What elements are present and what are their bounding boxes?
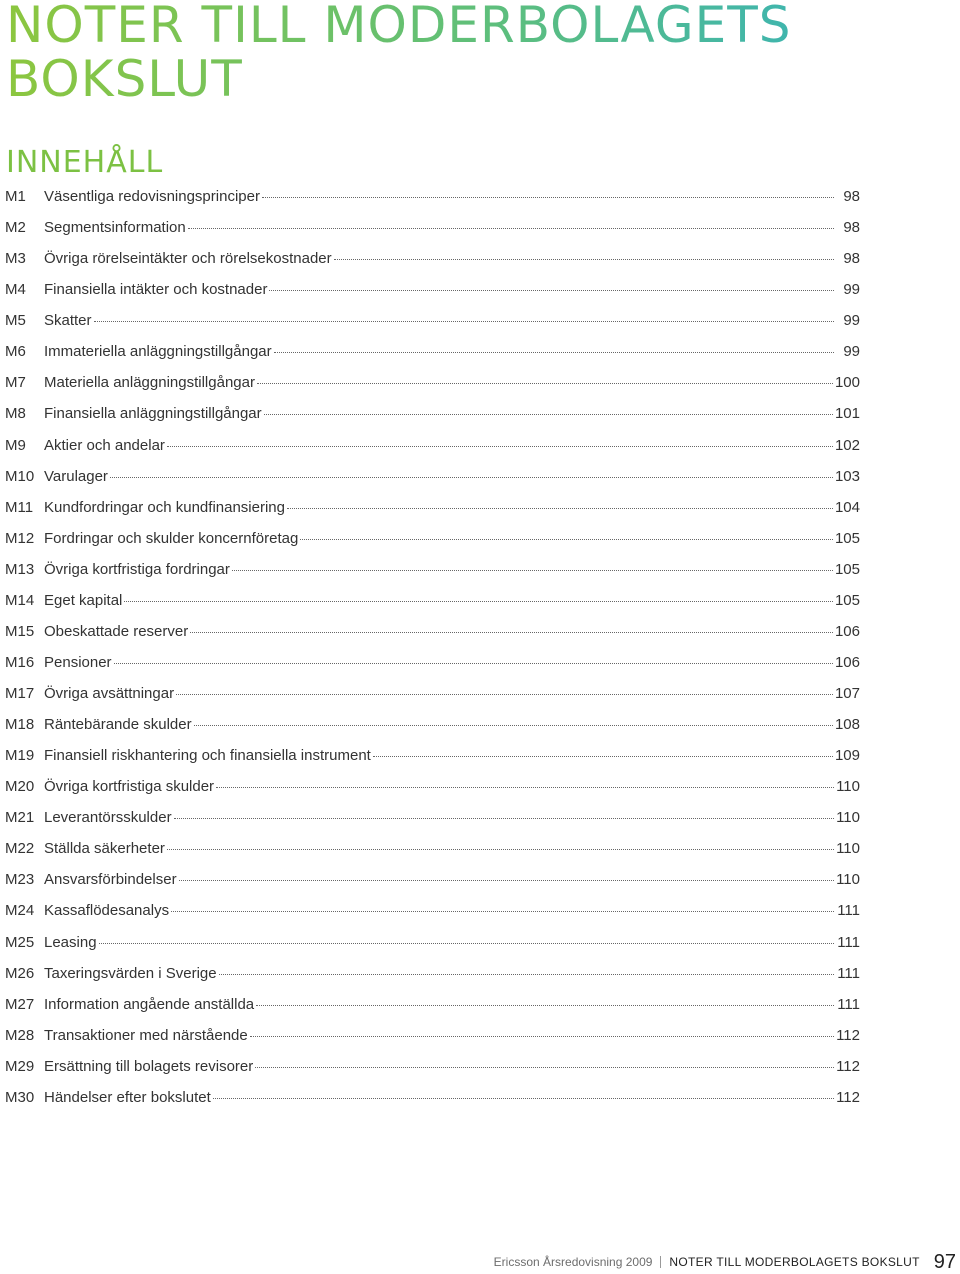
toc-entry-page: 110: [836, 871, 860, 889]
toc-entry-number: M7: [5, 374, 26, 392]
toc-entry-label: Övriga avsättningar: [44, 685, 175, 702]
toc-entry-label: Övriga kortfristiga fordringar: [44, 560, 230, 578]
toc-entry-label: Eget kapital: [44, 591, 123, 609]
toc-entry-number: M20: [5, 778, 35, 796]
toc-dot-leader: [171, 911, 834, 912]
toc-dot-leader: [255, 1067, 834, 1068]
toc-entry-number: M14: [5, 591, 35, 609]
toc-entry-page: 111: [837, 995, 860, 1013]
toc-entry-number: M28: [5, 1026, 35, 1044]
toc-entry-page: 112: [836, 1057, 860, 1075]
toc-entry[interactable]: [0, 1027, 860, 1058]
toc-entry-label: Varulager: [44, 467, 108, 485]
toc-entry-label: Taxeringsvärden i Sverige: [44, 964, 217, 982]
toc-entry[interactable]: [0, 219, 860, 250]
toc-entry-page: 98: [843, 219, 860, 237]
toc-dot-leader: [262, 197, 834, 198]
toc-entry-number: M27: [5, 995, 35, 1013]
toc-entry[interactable]: [0, 405, 860, 436]
toc-entry-page: 105: [834, 560, 860, 578]
toc-entry-number: M21: [5, 809, 35, 827]
section-heading: INNEHÅLL: [6, 145, 164, 180]
toc-entry-label: Materiella anläggningstillgångar: [44, 374, 255, 392]
toc-dot-leader: [257, 383, 833, 384]
toc-entry-page: 99: [843, 281, 860, 299]
toc-entry-number: M10: [5, 467, 35, 485]
page-title: NOTER TILL MODERBOLAGETS BOKSLUT: [6, 0, 956, 106]
toc-entry-number: M15: [5, 622, 35, 640]
toc-entry-label: Räntebärande skulder: [44, 716, 192, 734]
toc-entry-number: M26: [5, 964, 35, 982]
toc-entry[interactable]: [0, 716, 860, 747]
toc-entry-number: M9: [5, 436, 26, 454]
toc-entry[interactable]: [0, 623, 860, 654]
toc-entry-label: Aktier och andelar: [44, 436, 165, 454]
page-footer: [494, 1250, 956, 1274]
toc-entry-label: Finansiell riskhantering och finansiella instrument: [44, 747, 371, 765]
toc-entry-number: M11: [5, 498, 34, 516]
toc-entry-page: 106: [834, 653, 860, 671]
toc-entry-label: Övriga kortfristiga skulder: [44, 778, 215, 796]
toc-entry-page: 112: [836, 1088, 860, 1106]
toc-entry-page: 112: [836, 1026, 860, 1044]
toc-entry-page: 105: [834, 529, 860, 547]
toc-entry[interactable]: [0, 654, 860, 685]
toc-dot-leader: [174, 818, 834, 819]
toc-entry-number: M3: [5, 250, 26, 268]
toc-entry[interactable]: [0, 374, 860, 405]
toc-entry-page: 98: [843, 250, 860, 268]
toc-entry-label: Immateriella anläggningstillgångar: [44, 343, 272, 361]
toc-entry[interactable]: [0, 902, 860, 933]
toc-dot-leader: [179, 880, 834, 881]
toc-entry-number: M13: [5, 560, 35, 578]
toc-dot-leader: [373, 756, 833, 757]
toc-dot-leader: [124, 601, 833, 602]
toc-entry-number: M6: [5, 343, 26, 361]
toc-entry-label: Transaktioner med närstående: [44, 1026, 248, 1044]
toc-entry[interactable]: [0, 1058, 860, 1089]
toc-entry-number: M4: [5, 281, 26, 299]
toc-entry-page: 103: [834, 467, 860, 485]
toc-entry-number: M24: [5, 902, 35, 920]
toc-entry-label: Övriga rörelseintäkter och rörelsekostnader: [44, 250, 332, 268]
toc-entry-number: M16: [5, 653, 35, 671]
footer-section-title: NOTER TILL MODERBOLAGETS BOKSLUT: [669, 1255, 920, 1269]
toc-entry-label: Händelser efter bokslutet: [44, 1088, 211, 1106]
toc-entry[interactable]: [0, 468, 860, 499]
toc-entry-page: 110: [836, 778, 860, 796]
toc-entry[interactable]: [0, 281, 860, 312]
toc-entry-label: Kundfordringar och kundfinansiering: [44, 498, 285, 516]
toc-entry-page: 110: [836, 809, 860, 827]
toc-entry-label: Fordringar och skulder koncernföretag: [44, 529, 299, 547]
toc-dot-leader: [256, 1005, 834, 1006]
toc-dot-leader: [250, 1036, 834, 1037]
toc-entry-number: M29: [5, 1057, 35, 1075]
toc-entry-page: 108: [834, 716, 860, 734]
toc-entry-page: 100: [834, 374, 860, 392]
toc-entry-label: Väsentliga redovisningsprinciper: [44, 188, 260, 205]
toc-entry-label: Finansiella intäkter och kostnader: [44, 281, 268, 299]
toc-dot-leader: [216, 787, 834, 788]
toc-entry[interactable]: [0, 343, 860, 374]
toc-entry-number: M19: [5, 747, 35, 765]
toc-entry-page: 107: [834, 685, 860, 702]
toc-entry-number: M30: [5, 1088, 35, 1106]
toc-entry[interactable]: [0, 1089, 860, 1120]
toc-dot-leader: [287, 508, 833, 509]
toc-dot-leader: [300, 539, 833, 540]
footer-source: Ericsson Årsredovisning 2009: [493, 1255, 653, 1269]
toc-entry[interactable]: [0, 778, 860, 809]
toc-entry-label: Kassaflödesanalys: [44, 902, 170, 920]
toc-entry[interactable]: [0, 747, 860, 778]
toc-entry-page: 111: [837, 933, 860, 951]
toc-entry[interactable]: [0, 996, 860, 1027]
toc-entry-number: M5: [5, 312, 26, 330]
toc-entry-page: 109: [834, 747, 860, 765]
toc-entry-label: Pensioner: [44, 653, 112, 671]
toc-entry-page: 104: [834, 498, 860, 516]
toc-entry[interactable]: [0, 965, 860, 996]
toc-entry-label: Ansvarsförbindelser: [44, 871, 177, 889]
toc-dot-leader: [269, 290, 834, 291]
toc-dot-leader: [99, 943, 834, 944]
toc-entry-label: Leverantörsskulder: [44, 809, 172, 827]
toc-entry[interactable]: [0, 592, 860, 623]
toc-entry-page: 111: [837, 902, 860, 920]
toc-dot-leader: [114, 663, 833, 664]
toc-entry-number: M2: [5, 219, 26, 237]
toc-entry[interactable]: [0, 530, 860, 561]
toc-dot-leader: [232, 570, 833, 571]
toc-entry-page: 111: [837, 964, 860, 982]
toc-dot-leader: [213, 1098, 834, 1099]
toc-entry-page: 105: [834, 591, 860, 609]
toc-entry-label: Segmentsinformation: [44, 219, 186, 237]
toc-dot-leader: [94, 321, 834, 322]
toc-entry[interactable]: [0, 312, 860, 343]
toc-dot-leader: [264, 414, 833, 415]
toc-entry-label: Skatter: [44, 312, 92, 330]
toc-entry-number: M17: [5, 685, 35, 702]
toc-entry-number: M12: [5, 529, 35, 547]
toc-entry-label: Leasing: [44, 933, 97, 951]
toc-entry[interactable]: [0, 250, 860, 281]
toc-entry-page: 106: [834, 622, 860, 640]
toc-dot-leader: [110, 477, 833, 478]
toc-entry-page: 98: [843, 188, 860, 205]
toc-dot-leader: [194, 725, 833, 726]
toc-dot-leader: [219, 974, 834, 975]
toc-entry[interactable]: [0, 499, 860, 530]
toc-entry[interactable]: [0, 685, 860, 716]
toc-entry[interactable]: [0, 561, 860, 592]
toc-entry-page: 101: [834, 405, 860, 423]
toc-entry-number: M23: [5, 871, 35, 889]
toc-dot-leader: [274, 352, 834, 353]
toc-dot-leader: [190, 632, 833, 633]
toc-entry-number: M1: [5, 188, 26, 205]
toc-dot-leader: [334, 259, 834, 260]
toc-entry-page: 99: [843, 312, 860, 330]
toc-entry-number: M8: [5, 405, 26, 423]
page-number: 97: [933, 1250, 956, 1273]
toc-entry-label: Information angående anställda: [44, 995, 255, 1013]
toc-entry-number: M25: [5, 933, 35, 951]
toc-entry-label: Ställda säkerheter: [44, 840, 165, 858]
toc-entry-page: 99: [843, 343, 860, 361]
toc-dot-leader: [176, 694, 833, 695]
toc-dot-leader: [167, 849, 834, 850]
toc-entry[interactable]: [0, 840, 860, 871]
toc-entry[interactable]: [0, 809, 860, 840]
footer-separator: [660, 1256, 661, 1268]
toc-dot-leader: [188, 228, 834, 229]
toc-entry-label: Ersättning till bolagets revisorer: [44, 1057, 254, 1075]
toc-entry[interactable]: [0, 188, 860, 219]
toc-entry[interactable]: [0, 437, 860, 468]
table-of-contents: [0, 188, 860, 1120]
toc-entry-page: 102: [834, 436, 860, 454]
toc-entry-page: 110: [836, 840, 860, 858]
toc-entry-label: Finansiella anläggningstillgångar: [44, 405, 262, 423]
toc-dot-leader: [167, 446, 833, 447]
toc-entry-number: M18: [5, 716, 35, 734]
toc-entry-label: Obeskattade reserver: [44, 622, 189, 640]
toc-entry-number: M22: [5, 840, 35, 858]
toc-entry[interactable]: [0, 871, 860, 902]
toc-entry[interactable]: [0, 934, 860, 965]
